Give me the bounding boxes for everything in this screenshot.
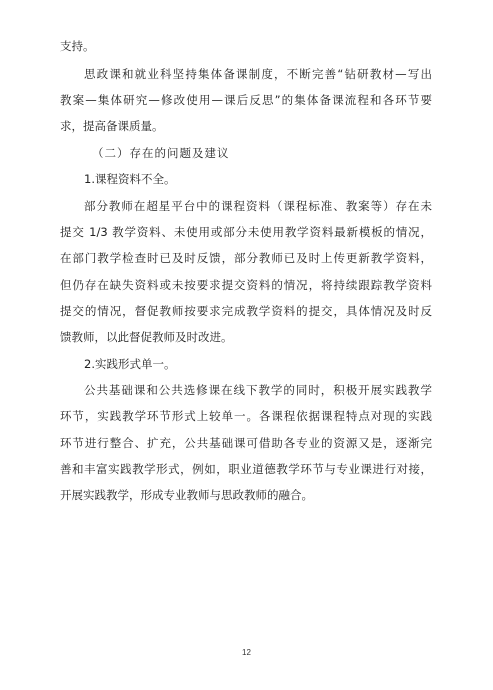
paragraph-1-line-1: 思政课和就业科坚持集体备课制度，不断完善“钻研教材—写出 <box>84 67 432 81</box>
item-2-line-1: 公共基础课和公共选修课在线下教学的同时，积极开展实践教学 <box>84 383 432 397</box>
paragraph-1-line-3: 求，提高备课质量。 <box>60 119 164 133</box>
item-2-line-4: 善和丰富实践教学形式，例如，职业道德教学环节与专业课进行对接， <box>60 462 432 476</box>
item-1-line-1: 部分教师在超星平台中的课程资料（课程标准、教案等）存在未 <box>84 199 432 213</box>
item-1-line-3: 在部门教学检查时已及时反馈，部分教师已及时上传更新教学资料， <box>60 251 432 265</box>
section-heading: （二）存在的问题及建议 <box>92 146 230 160</box>
item-1-line-4: 但仍存在缺失资料或未按要求提交资料的情况，将持续跟踪教学资料 <box>60 278 432 292</box>
paragraph-1-line-2: 教案—集体研究—修改使用—课后反思”的集体备课流程和各环节要 <box>60 93 432 107</box>
item-1-line-6: 馈教师，以此督促教师及时改进。 <box>60 330 233 344</box>
item-1-line-5: 提交的情况，督促教师按要求完成教学资料的提交，具体情况及时反 <box>60 304 432 318</box>
item-1-heading: 1.课程资料不全。 <box>84 172 176 186</box>
item-2-line-2: 环节，实践教学环节形式上较单一。各课程依据课程特点对现的实践 <box>60 409 432 423</box>
item-1-line-2: 提交 1/3 教学资料、未使用或部分未使用教学资料最新模板的情况， <box>60 225 432 239</box>
item-2-line-5: 开展实践教学，形成专业教师与思政教师的融合。 <box>60 488 313 502</box>
item-2-line-3: 环节进行整合、扩充，公共基础课可借助各专业的资源又是，逐渐完 <box>60 436 432 450</box>
page-number: 12 <box>242 648 251 657</box>
paragraph-continuation: 支持。 <box>60 39 95 53</box>
item-2-heading: 2.实践形式单一。 <box>84 357 176 371</box>
